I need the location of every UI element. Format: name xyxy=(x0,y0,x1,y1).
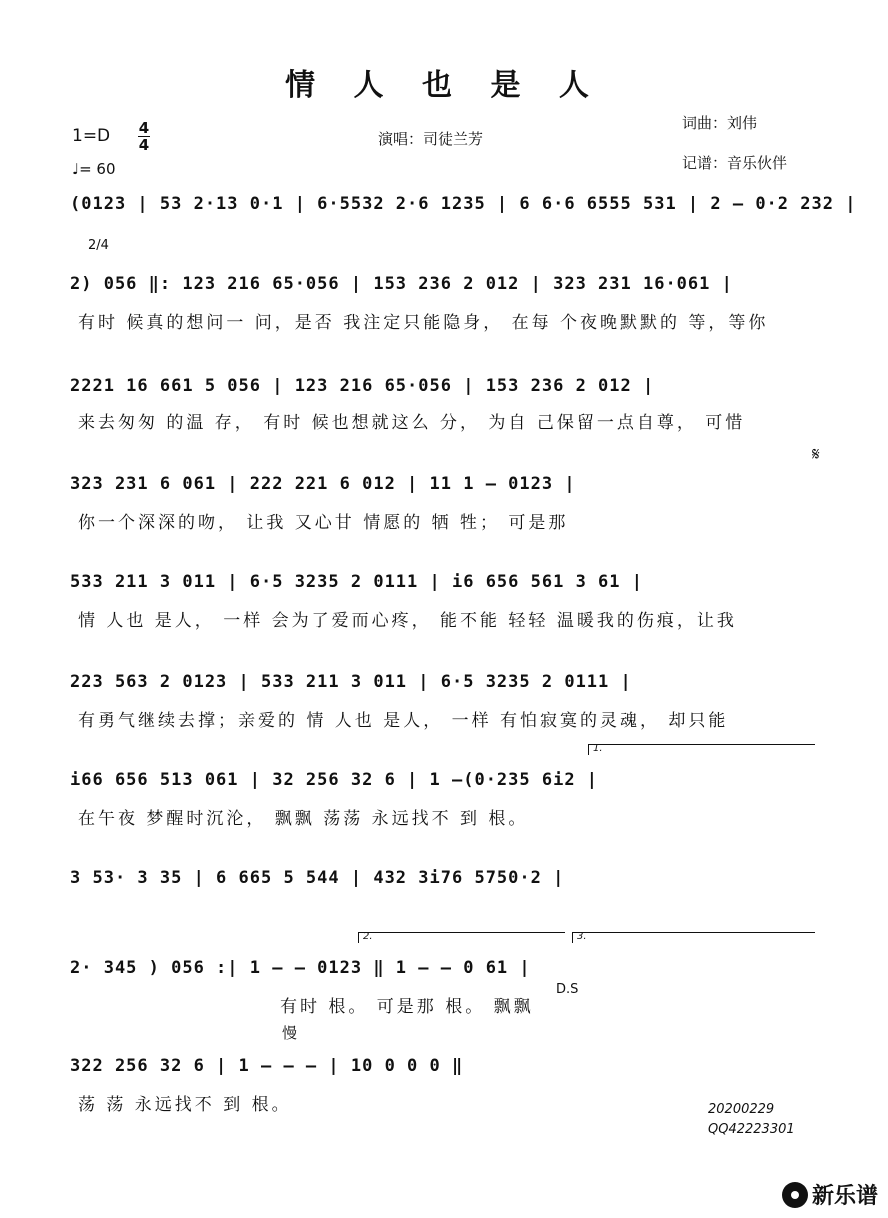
time-top: 4 xyxy=(138,119,150,137)
singer-credit: 演唱：司徒兰芳 xyxy=(378,130,484,148)
ds-marking: D.S xyxy=(556,982,579,997)
logo-text: 新乐谱 xyxy=(811,1184,878,1209)
record-icon xyxy=(782,1182,808,1208)
footer-qq: QQ42223301 xyxy=(708,1122,795,1137)
lyrics-row-6: 有勇气继续去撑；亲爱的 情 人也 是人， 一样 有怕寂寞的灵魂， 却只能 xyxy=(78,711,729,731)
volta-1: 1. xyxy=(588,744,815,755)
lyrics-row-10: 荡 荡 永远找不 到 根。 xyxy=(78,1095,292,1115)
song-title: 情 人 也 是 人 xyxy=(285,68,603,103)
notes-row-9: 2· 345 ) 056 :| 1 – – 0123 ‖ 1 – – 0 61 | xyxy=(70,958,531,978)
notes-row-4: 323 231 6 061 | 222 221 6 012 | 11 1 – 0123 | xyxy=(70,474,576,494)
lyrics-row-3: 来去匆匆 的温 存， 有时 候也想就这么 分， 为自 己保留一点自尊， 可惜 xyxy=(78,413,746,433)
slow-marking: 慢 xyxy=(282,1024,298,1042)
lyrics-row-4: 你一个深深的吻， 让我 又心甘 情愿的 牺 牲； 可是那 xyxy=(78,513,569,533)
notes-row-2: 2) 056 ‖: 123 216 65·056 | 153 236 2 012 | 323 231 16·061 | xyxy=(70,274,733,294)
volta-2: 2. xyxy=(358,932,565,943)
notes-row-7: i66 656 513 061 | 32 256 32 6 | 1 –(0·235 6i2 | xyxy=(70,770,599,790)
notes-row-5: 533 211 3 011 | 6·5 3235 2 0111 | i6 656 561 3 61 | xyxy=(70,572,643,592)
lyrics-row-9: 有时 根。 可是那 根。 飘飘 xyxy=(280,997,534,1017)
footer-date: 20200229 xyxy=(708,1102,775,1117)
lyrics-row-5: 情 人也 是人， 一样 会为了爱而心疼， 能不能 轻轻 温暖我的伤痕，让我 xyxy=(78,611,737,631)
lyrics-row-7: 在午夜 梦醒时沉沦， 飘飘 荡荡 永远找不 到 根。 xyxy=(78,809,529,829)
segno-sign: 𝄋 xyxy=(812,444,820,465)
notes-row-3: 2221 16 661 5 056 | 123 216 65·056 | 153 236 2 012 | xyxy=(70,376,655,396)
notes-row-10: 322 256 32 6 | 1 – – – | 10 0 0 0 ‖ xyxy=(70,1056,464,1076)
tempo-marking: ♩= 60 xyxy=(72,160,116,178)
time-change: 2/4 xyxy=(88,238,109,253)
notes-row-6: 223 563 2 0123 | 533 211 3 011 | 6·5 3235 2 0111 | xyxy=(70,672,632,692)
transcriber-credit: 记谱：音乐伙伴 xyxy=(682,154,788,172)
time-signature xyxy=(138,120,150,153)
notes-row-1: (0123 | 53 2·13 0·1 | 6·5532 2·6 1235 | 6 6·6 6555 531 | 2 – 0·2 232 | xyxy=(70,194,857,214)
notes-row-8: 3 53· 3 35 | 6 665 5 544 | 432 3i76 5750·2 | xyxy=(70,868,565,888)
time-bottom: 4 xyxy=(138,136,150,154)
composer-credit: 词曲：刘伟 xyxy=(682,114,758,132)
key-signature: 1=D xyxy=(72,126,111,146)
site-logo xyxy=(782,1179,878,1210)
volta-3: 3. xyxy=(572,932,815,943)
lyrics-row-2: 有时 候真的想问一 问，是否 我注定只能隐身， 在每 个夜晚默默的 等，等你 xyxy=(78,313,769,333)
